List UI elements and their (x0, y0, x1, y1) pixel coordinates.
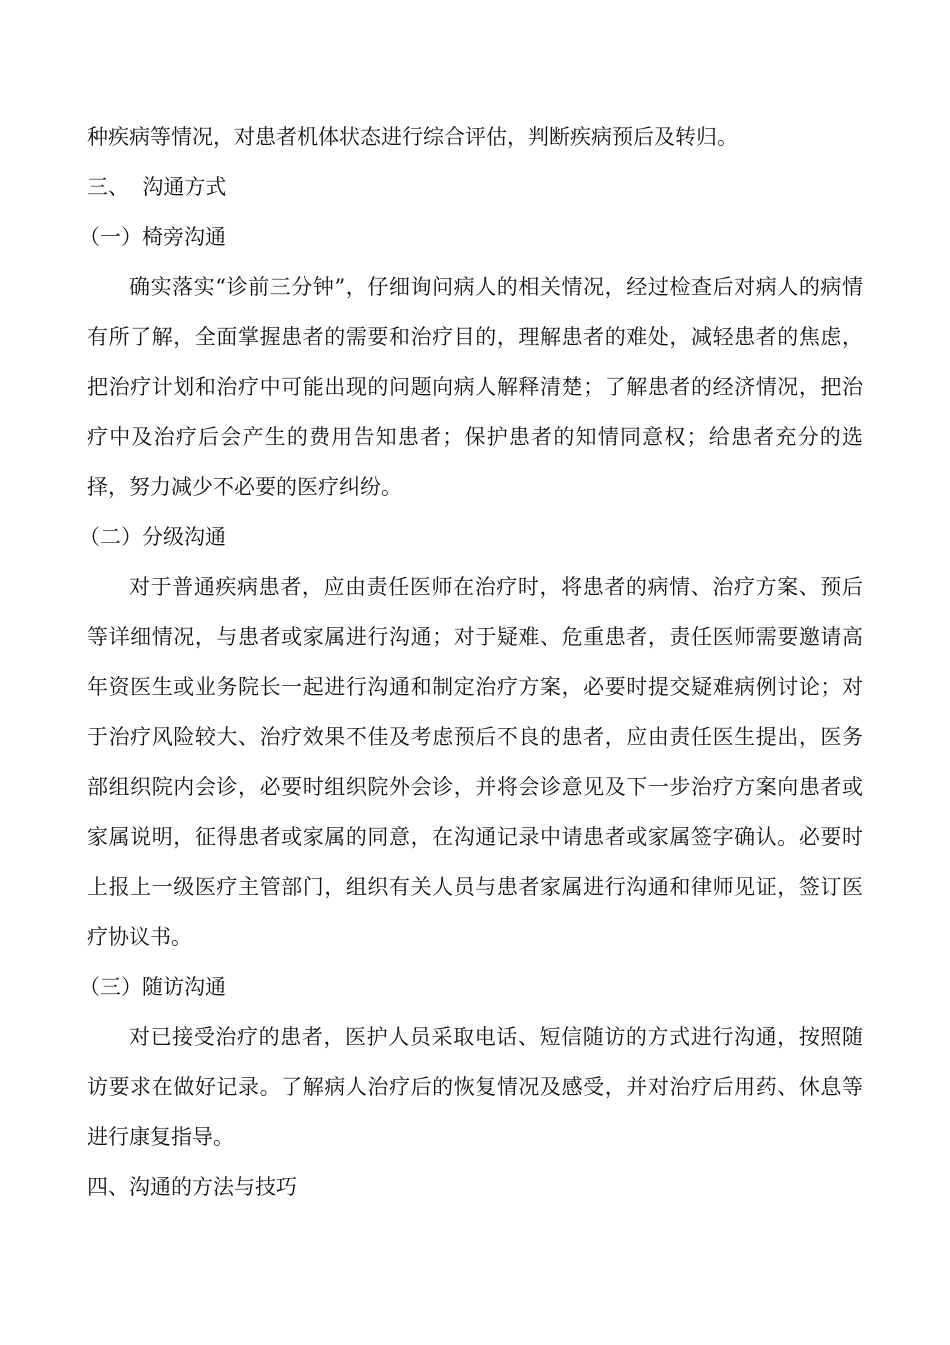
paragraph-chairside-communication: 确实落实“诊前三分钟”，仔细询问病人的相关情况，经过检查后对病人的病情有所了解，全面掌握患者的需要和治疗目的，理解患者的难处，减轻患者的焦虑，把治疗计划和治疗中可能出现的问题向病人解释清楚；了解患者的经济情况，把治疗中及治疗后会产生的费用告知患者；保护患者的知情同意权；给患者充分的选择，努力减少不必要的医疗纠纷。 (87, 275, 863, 499)
subsection-heading-3: （三）随访沟通 (79, 975, 226, 999)
continued-paragraph: 种疾病等情况，对患者机体状态进行综合评估，判断疾病预后及转归。 (87, 125, 738, 149)
document-body (79, 112, 863, 1212)
subsection-heading-1: （一）椅旁沟通 (79, 225, 226, 249)
paragraph-follow-up-communication: 对已接受治疗的患者，医护人员采取电话、短信随访的方式进行沟通，按照随访要求在做好记录。了解病人治疗后的恢复情况及感受，并对治疗后用药、休息等进行康复指导。 (87, 1025, 863, 1149)
section-heading-4: 四、沟通的方法与技巧 (87, 1175, 297, 1199)
paragraph-graded-communication: 对于普通疾病患者，应由责任医师在治疗时，将患者的病情、治疗方案、预后等详细情况，与患者或家属进行沟通；对于疑难、危重患者，责任医师需要邀请高年资医生或业务院长一起进行沟通和制定治疗方案，必要时提交疑难病例讨论；对于治疗风险较大、治疗效果不佳及考虑预后不良的患者，应由责任医生提出，医务部组织院内会诊，必要时组织院外会诊，并将会诊意见及下一步治疗方案向患者或家属说明，征得患者或家属的同意，在沟通记录中请患者或家属签字确认。必要时上报上一级医疗主管部门，组织有关人员与患者家属进行沟通和律师见证，签订医疗协议书。 (87, 575, 863, 949)
section-heading-3: 三、 沟通方式 (87, 175, 227, 199)
subsection-heading-2: （二）分级沟通 (79, 525, 226, 549)
